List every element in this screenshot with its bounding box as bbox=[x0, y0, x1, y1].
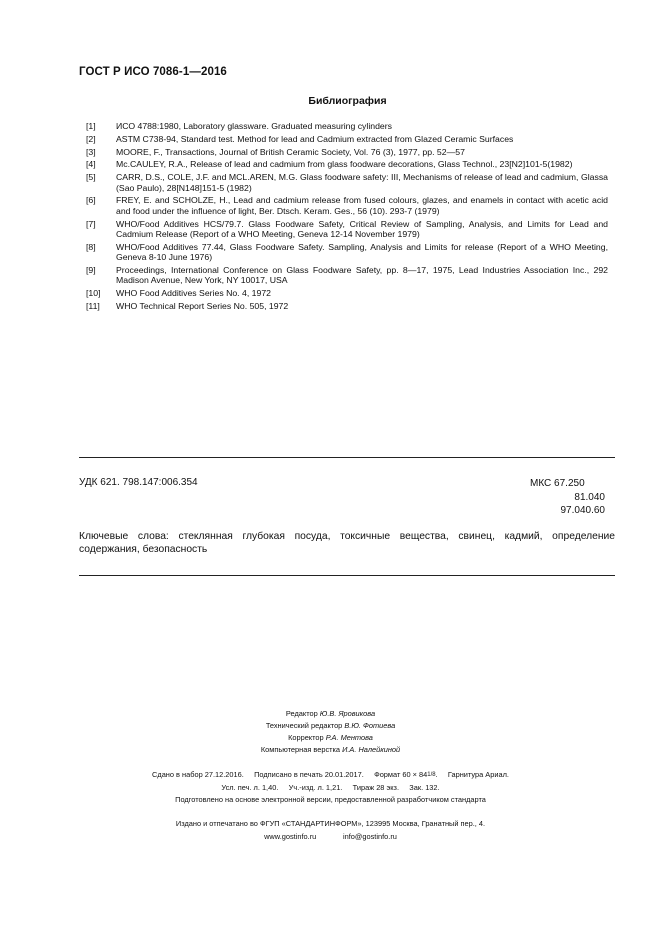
keywords: Ключевые слова: стеклянная глубокая посуда, токсичные вещества, свинец, кадмий, определение содержания, безопасность bbox=[79, 531, 615, 556]
bibliography-item-number: [3] bbox=[86, 146, 96, 157]
credit-name: Р.А. Ментова bbox=[325, 733, 373, 742]
bibliography-item-text: WHO/Food Additives HCS/79.7. Glass Foodware Safety, Critical Review of Sampling, Analysis, and Limits for Lead and Cadmium Release (Report of a WHO Meeting, Geneva 12-14 November 1979) bbox=[116, 218, 608, 239]
publisher-contacts bbox=[0, 830, 661, 843]
bibliography-title: Библиография bbox=[308, 95, 387, 107]
imprint-format: Формат 60 × 84 bbox=[374, 770, 428, 779]
standard-header: ГОСТ Р ИСО 7086-1—2016 bbox=[79, 66, 227, 78]
bibliography-item bbox=[86, 265, 608, 286]
credit-label: Компьютерная верстка bbox=[260, 745, 341, 754]
bibliography-item-number: [1] bbox=[86, 121, 96, 131]
bibliography-item-number: [9] bbox=[86, 265, 96, 275]
bibliography-item-text: ИСО 4788:1980, Laboratory glassware. Graduated measuring cylinders bbox=[116, 121, 392, 131]
divider bbox=[79, 457, 615, 458]
imprint-sign-date: Подписано в печать 20.01.2017. bbox=[254, 770, 364, 779]
bibliography-item bbox=[86, 134, 608, 144]
publisher-website-link[interactable]: www.gostinfo.ru bbox=[264, 832, 317, 841]
udk-code: УДК 621. 798.147:006.354 bbox=[79, 477, 198, 488]
imprint-pub-sheets: Уч.-изд. л. 1,21. bbox=[288, 782, 343, 792]
bibliography-item-number: [8] bbox=[86, 241, 96, 252]
bibliography-item-number: [5] bbox=[86, 172, 96, 183]
publisher-address: Издано и отпечатано во ФГУП «СТАНДАРТИНФОРМ», 123995 Москва, Гранатный пер., 4. bbox=[175, 819, 486, 828]
credit-tech-editor bbox=[0, 720, 661, 732]
bibliography-item bbox=[86, 219, 608, 240]
mks-codes bbox=[530, 477, 605, 518]
imprint-print-run: Тираж 28 экз. bbox=[352, 782, 399, 792]
credit-label: Редактор bbox=[285, 709, 318, 718]
publisher-block bbox=[0, 817, 661, 843]
bibliography-item-number: [7] bbox=[86, 218, 96, 229]
bibliography-item bbox=[86, 242, 608, 263]
credit-layout bbox=[0, 744, 661, 756]
bibliography-item-text: MOORE, F., Transactions, Journal of British Ceramic Society, Vol. 76 (3), 1977, pp. 52—57 bbox=[116, 146, 465, 157]
bibliography-item bbox=[86, 147, 608, 157]
bibliography-item-number: [2] bbox=[86, 133, 96, 144]
bibliography-item-text: WHO Technical Report Series No. 505, 1972 bbox=[116, 301, 289, 311]
credits-block bbox=[0, 708, 661, 756]
credit-label: Технический редактор bbox=[265, 721, 343, 730]
credit-name: Ю.В. Яровикова bbox=[319, 709, 376, 718]
bibliography-item-text: Mc.CAULEY, R.A., Release of lead and cadmium from glass foodware decorations, Glass Technol., 23[N2]101-5(1982) bbox=[116, 159, 573, 170]
credit-name: В.Ю. Фотиева bbox=[344, 721, 396, 730]
imprint-block bbox=[0, 769, 661, 807]
bibliography-list bbox=[86, 121, 608, 311]
divider bbox=[79, 575, 615, 576]
imprint-line: Сдано в набор 27.12.2016. Подписано в печать 20.01.2017. Формат 60 × 841/8. Гарнитура Ариал. bbox=[152, 770, 509, 779]
imprint-order: Зак. 132. bbox=[409, 782, 440, 792]
bibliography-item-number: [4] bbox=[86, 159, 96, 170]
bibliography-item-text: WHO Food Additives Series No. 4, 1972 bbox=[116, 288, 271, 299]
imprint-font: Гарнитура Ариал. bbox=[447, 770, 509, 779]
credit-name: И.А. Налейкиной bbox=[342, 745, 401, 754]
bibliography-item bbox=[86, 288, 608, 298]
bibliography-item-text: WHO/Food Additives 77.44, Glass Foodware Safety. Sampling, Analysis and Limits for release (Report of a WHO Meeting, Geneva 8-10 June 1976) bbox=[116, 241, 608, 263]
imprint-print-sheets: Усл. печ. л. 1,40. bbox=[221, 782, 279, 792]
bibliography-item-number: [11] bbox=[86, 301, 100, 311]
imprint-format-fraction: 1/8 bbox=[427, 772, 436, 778]
bibliography-item bbox=[86, 301, 608, 311]
bibliography-item-text: CARR, D.S., COLE, J.F. and MCL.AREN, M.G. Glass foodware safety: III, Mechanisms of release of lead and cadmium, Glassa (Sao Paulo), 28[N148]151-5 (1982) bbox=[116, 172, 608, 193]
imprint-set-date: Сдано в набор 27.12.2016. bbox=[152, 770, 244, 779]
bibliography-item bbox=[86, 172, 608, 193]
credit-editor bbox=[0, 708, 661, 720]
bibliography-item-text: FREY, E. and SCHOLZE, H., Lead and cadmium release from fused colours, glazes, and enamels in contact with acetic acid and food under the influence of light, Ber. Dtsch. Keram. Ges., 56 (10). 293-7 (1979) bbox=[116, 195, 608, 216]
mks-code: 81.040 bbox=[574, 491, 605, 503]
bibliography-item-text: Proceedings, International Conference on Glass Foodware Safety, pp. 8—17, 1975, Lead Industries Association Inc., 292 Madison Avenue, New York, NY 10017, USA bbox=[116, 265, 608, 286]
credit-label: Корректор bbox=[288, 733, 324, 742]
credit-proofreader bbox=[0, 732, 661, 744]
mks-code: 97.040.60 bbox=[560, 505, 605, 516]
imprint-prepared-note: Подготовлено на основе электронной версии, предоставленной разработчиком стандарта bbox=[175, 795, 486, 805]
bibliography-item bbox=[86, 159, 608, 169]
bibliography-item bbox=[86, 121, 608, 131]
mks-code: МКС 67.250 bbox=[530, 478, 585, 489]
bibliography-item-number: [6] bbox=[86, 195, 96, 206]
bibliography-item-number: [10] bbox=[86, 288, 101, 299]
publisher-email-link[interactable]: info@gostinfo.ru bbox=[342, 832, 397, 841]
bibliography-item bbox=[86, 195, 608, 216]
imprint-line bbox=[0, 782, 661, 795]
bibliography-item-text: ASTM C738-94, Standard test. Method for lead and Cadmium extracted from Glazed Ceramic Surfaces bbox=[116, 133, 514, 144]
